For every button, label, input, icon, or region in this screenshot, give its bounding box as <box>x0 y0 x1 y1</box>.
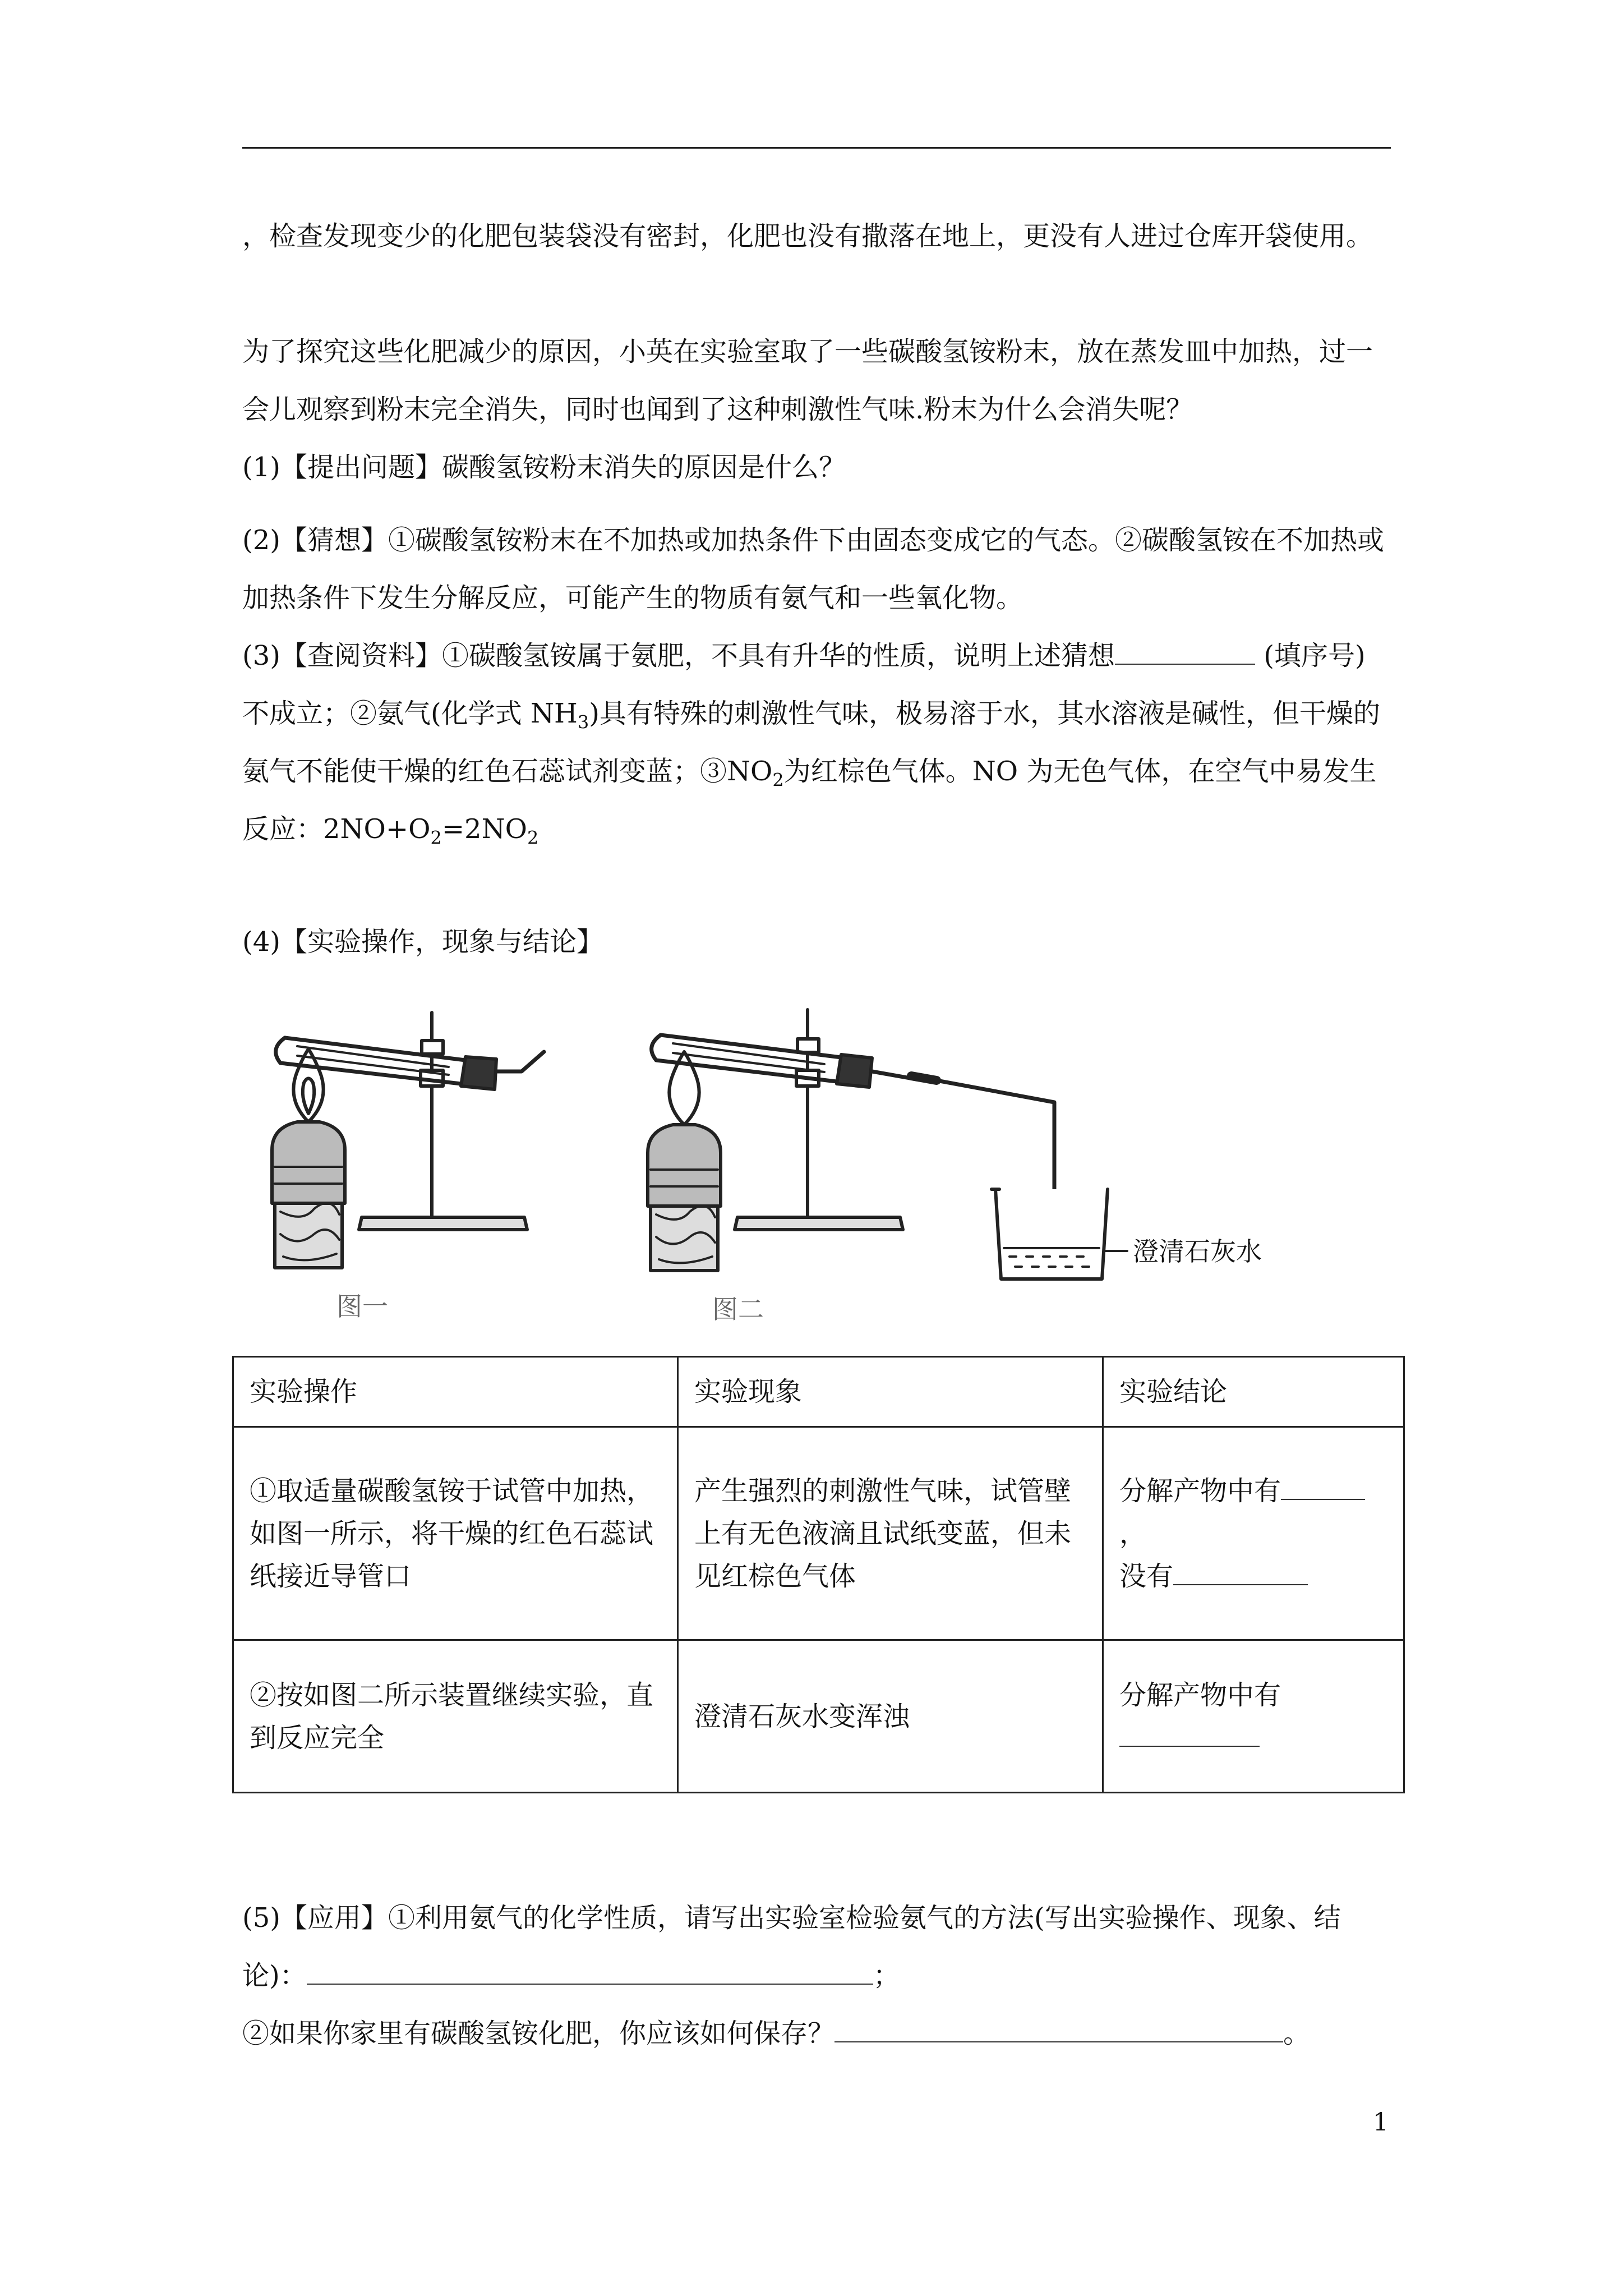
answer-blank-hypothesis[interactable] <box>1115 639 1255 665</box>
table-row <box>233 1427 1404 1640</box>
intro-paragraph: 为了探究这些化肥减少的原因，小英在实验室取了一些碳酸氢铵粉末，放在蒸发皿中加热，过一会儿观察到粉末完全消失，同时也闻到了这种刺激性气味.粉末为什么会消失呢？ <box>242 336 1373 425</box>
question-5-part-2: ②如果你家里有碳酸氢铵化肥，你应该如何保存？ 。 <box>242 2018 1311 2049</box>
question-2: (2)【猜想】①碳酸氢铵粉末在不加热或加热条件下由固态变成它的气态。②碳酸氢铵在不加热或加热条件下发生分解反应，可能产生的物质有氨气和一些氧化物。 <box>242 524 1384 614</box>
operation-cell: ①取适量碳酸氢铵于试管中加热，如图一所示，将干燥的红色石蕊试纸接近导管口 <box>233 1427 678 1640</box>
phenomenon-cell: 澄清石灰水变浑浊 <box>678 1640 1103 1793</box>
page-number: 1 <box>1373 2108 1389 2137</box>
answer-blank-co2[interactable] <box>1119 1721 1260 1747</box>
table-header-cell: 实验现象 <box>678 1357 1103 1427</box>
figure1-label: 图一 <box>336 1291 388 1322</box>
conclusion-cell: 分解产物中有 <box>1103 1640 1404 1793</box>
conclusion-cell: 分解产物中有， 没有 <box>1103 1427 1404 1640</box>
continuation-text: ，检查发现变少的化肥包装袋没有密封，化肥也没有撒落在地上，更没有人进过仓库开袋使用。 <box>242 220 1373 252</box>
table-header-cell: 实验结论 <box>1103 1357 1404 1427</box>
question-1: (1)【提出问题】碳酸氢铵粉末消失的原因是什么？ <box>242 452 846 483</box>
question-4: (4)【实验操作，现象与结论】 <box>242 926 603 958</box>
question-3: (3)【查阅资料】①碳酸氢铵属于氨肥，不具有升华的性质，说明上述猜想 (填序号)不成立；②氨气(化学式 $NH_3$)具有特殊的刺激性气味，极易溶于水，其水溶液是碱性，但干燥的氨气不能使干燥的红色石蕊试剂变蓝；$③NO_2$为红棕色气体。NO 为无色气体，在空气中易发生反应：$2NO+O_2=2NO_2$ <box>242 640 1380 849</box>
figure2-apparatus <box>648 1010 1127 1279</box>
phenomenon-cell: 产生强烈的刺激性气味，试管壁上有无色液滴且试纸变蓝，但未见红棕色气体 <box>678 1427 1103 1640</box>
limewater-label: 澄清石灰水 <box>1133 1236 1262 1267</box>
table-header-cell: 实验操作 <box>233 1357 678 1427</box>
answer-blank-absent[interactable] <box>1173 1559 1308 1585</box>
header-rule <box>242 147 1391 149</box>
answer-blank-storage[interactable] <box>834 2017 1283 2042</box>
operation-cell: ②按如图二所示装置继续实验，直到反应完全 <box>233 1640 678 1793</box>
table-header-row <box>233 1357 1404 1427</box>
question-5: (5)【应用】①利用氨气的化学性质，请写出实验室检验氨气的方法(写出实验操作、现象、结论)： ； <box>242 1902 1341 1991</box>
answer-blank-test-method[interactable] <box>307 1959 873 1985</box>
apparatus-figure <box>241 987 1295 1335</box>
figure2-label: 图二 <box>712 1294 764 1324</box>
figure1-apparatus <box>272 1013 544 1268</box>
table-row <box>233 1640 1404 1793</box>
experiment-table <box>232 1356 1405 1793</box>
answer-blank-product[interactable] <box>1281 1474 1365 1500</box>
